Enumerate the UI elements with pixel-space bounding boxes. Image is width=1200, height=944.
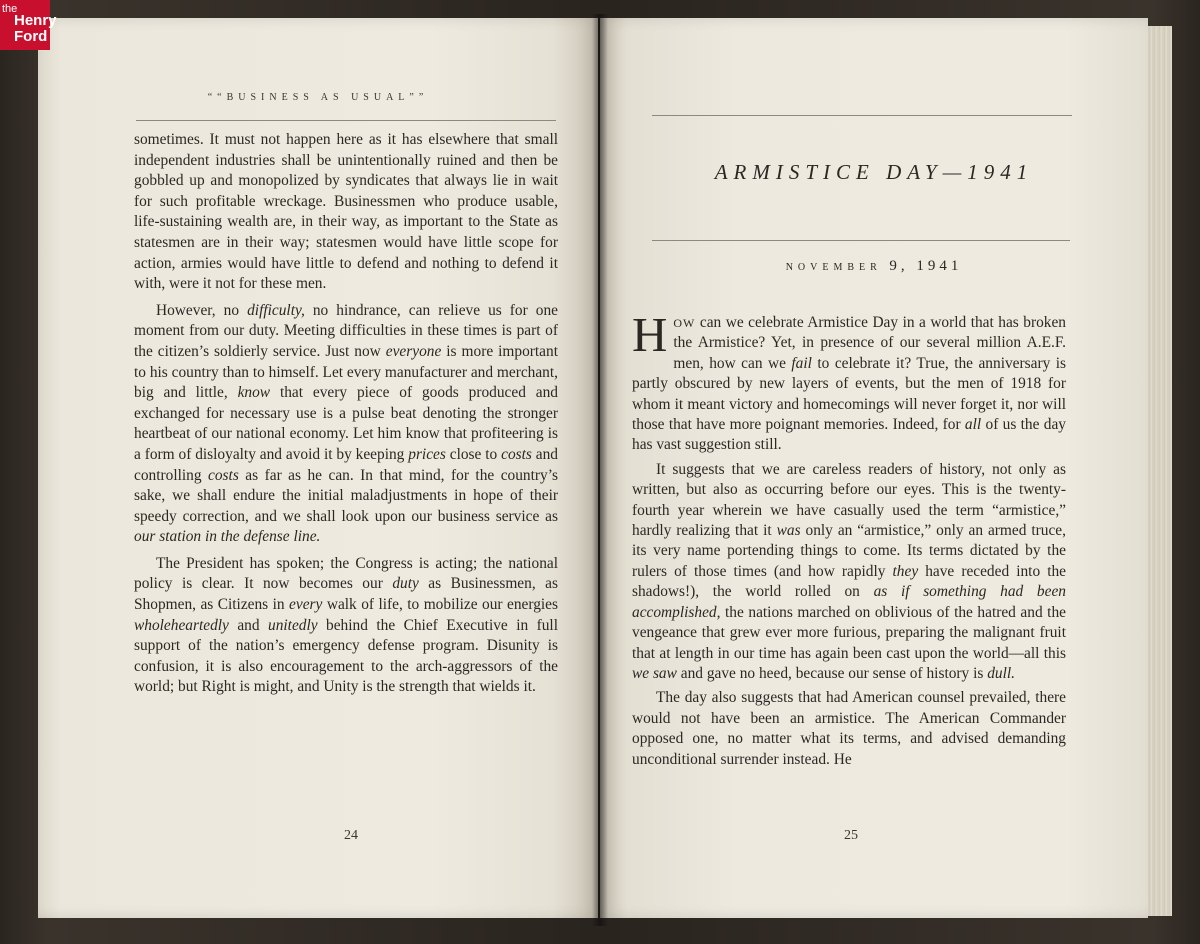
text-run: as far as he can. In that mind, for the country’s sake, we shall endure the initial maladjustments in hope of their speedy correction, and we shall look upon our business service as (134, 466, 558, 525)
page-number-left: 24 (344, 828, 358, 843)
text-run: and gave no heed, because our sense of history is (676, 664, 988, 682)
date-day-year: 9, 1941 (889, 258, 963, 274)
left-page (38, 18, 598, 918)
text-run: only an “armistice,” only an armed truce, its very name portending things to come. Its terms dictated by the rulers of those times (and how rapidly (632, 522, 1066, 580)
italic-text: as if something had been accomplished, (632, 583, 1066, 621)
italic-text: fail (791, 354, 812, 372)
logo-text-henry: Henry (14, 12, 57, 29)
left-body-text (134, 130, 558, 698)
italic-text: unitedly (268, 616, 318, 634)
running-head: ““BUSINESS AS USUAL”” (207, 92, 429, 103)
text-run: The day also suggests that had American counsel prevailed, there would not have been an armistice. The American Commander opposed one, no matter what its terms, and advised demanding unconditional surrender instead. He (632, 689, 1066, 768)
logo-text-the: the (2, 3, 18, 15)
left-paragraph (134, 554, 558, 698)
text-run: and (228, 616, 268, 634)
page-number-right: 25 (844, 828, 858, 843)
italic-text: duty (392, 575, 419, 593)
right-body-text (632, 307, 1067, 770)
text-run: no hindrance, can relieve us for one moment from our duty. Meeting difficulties in these times is part of the citizen’s soldierly service. Just now (134, 301, 558, 360)
left-paragraph (134, 301, 558, 548)
left-paragraph (134, 130, 558, 295)
book-gutter (592, 14, 608, 926)
text-run: of us the day has vast suggestion still. (632, 416, 1067, 454)
italic-text: costs (501, 445, 532, 463)
right-paragraph (632, 460, 1066, 684)
text-run: walk of life, to mobilize our energies (322, 596, 558, 614)
right-page (600, 18, 1148, 918)
dateline (600, 258, 1148, 275)
italic-text: difficulty, (247, 301, 305, 319)
title-rule-bottom (652, 240, 1070, 241)
italic-text: costs (208, 466, 239, 484)
opening-small-caps: OW (673, 316, 696, 330)
text-run: the nations marched on oblivious of the hatred and the vengeance that grew ever more furious, preparing the malignant fruit that at length in our time has again been cast upon the world—all this (632, 603, 1066, 662)
text-run: and controlling (134, 445, 559, 484)
text-run: close to (445, 445, 502, 463)
text-run: that every piece of goods produced and exchanged for necessary use is a pulse beat denoting the stronger heartbeat of our national economy. Let him know that profiteering is a form of disloyalty and avoid it by keeping (134, 384, 558, 463)
right-paragraph (632, 307, 1067, 456)
text-run: sometimes. It must not happen here as it has elsewhere that small independent industries shall be unintentionally ruined and then be gobbled up and monopolized by syndicates that always lie in wait for such profitable wreckage. Businessmen who produce usable, life-sustaining wealth are, in their way, as important to the State as statesmen are in their way; statesmen would have little scope for action, armies would have little to defend and nothing to defend it with, were it not for these men. (134, 131, 558, 293)
header-rule (136, 120, 556, 121)
drop-cap: H (632, 307, 668, 362)
italic-text: everyone (385, 342, 442, 360)
italic-text: we saw (632, 664, 677, 682)
chapter-title: ARMISTICE DAY—1941 (714, 160, 1034, 184)
italic-text: dull. (987, 664, 1015, 682)
italic-text: our station in the defense line. (134, 528, 321, 546)
text-run: as Businessmen, as Shopmen, as Citizens in (134, 575, 558, 614)
italic-text: was (776, 522, 801, 540)
italic-text: every (289, 596, 323, 614)
text-run: to celebrate it? True, the anniversary is partly obscured by new layers of events, but the men of 1918 for whom it meant victory and homecomings will never forget it, nor will those that have more poignant memories. Indeed, for (632, 354, 1066, 434)
italic-text: they (892, 562, 919, 580)
date-month: NOVEMBER (785, 262, 882, 273)
italic-text: all (964, 416, 982, 434)
text-run: It suggests that we are careless readers of history, not only as written, but also as occurring before our eyes. This is the twenty-fourth year wherein we have casually used the term “armistice,” hardly realizing that it (632, 460, 1066, 540)
text-run: can we celebrate Armistice Day in a world that has broken the Armistice? Yet, in presence of our several million A.E.F. men, how can we (673, 314, 1066, 372)
text-run: behind the Chief Executive in full support of the nation’s emergency defense program. Disunity is confusion, it is also encouragement to the arch-aggressors of the world; but Right is might, and Unity is the strength that wields it. (134, 616, 558, 696)
page-edges (1148, 26, 1172, 916)
henry-ford-logo (0, 0, 57, 50)
italic-text: prices (408, 445, 446, 463)
title-rule-top (652, 115, 1072, 116)
logo-text-ford: Ford (14, 28, 48, 45)
text-run: is more important to his country than to himself. Let every manufacturer and merchant, big and little, (134, 342, 558, 402)
italic-text: wholeheartedly (134, 616, 229, 634)
italic-text: know (237, 384, 271, 402)
text-run: However, no (156, 301, 248, 319)
text-run: The President has spoken; the Congress is acting; the national policy is clear. It now becomes our (134, 554, 558, 593)
right-paragraph (632, 688, 1066, 770)
text-run: have receded into the shadows!), the world rolled on (632, 562, 1067, 601)
